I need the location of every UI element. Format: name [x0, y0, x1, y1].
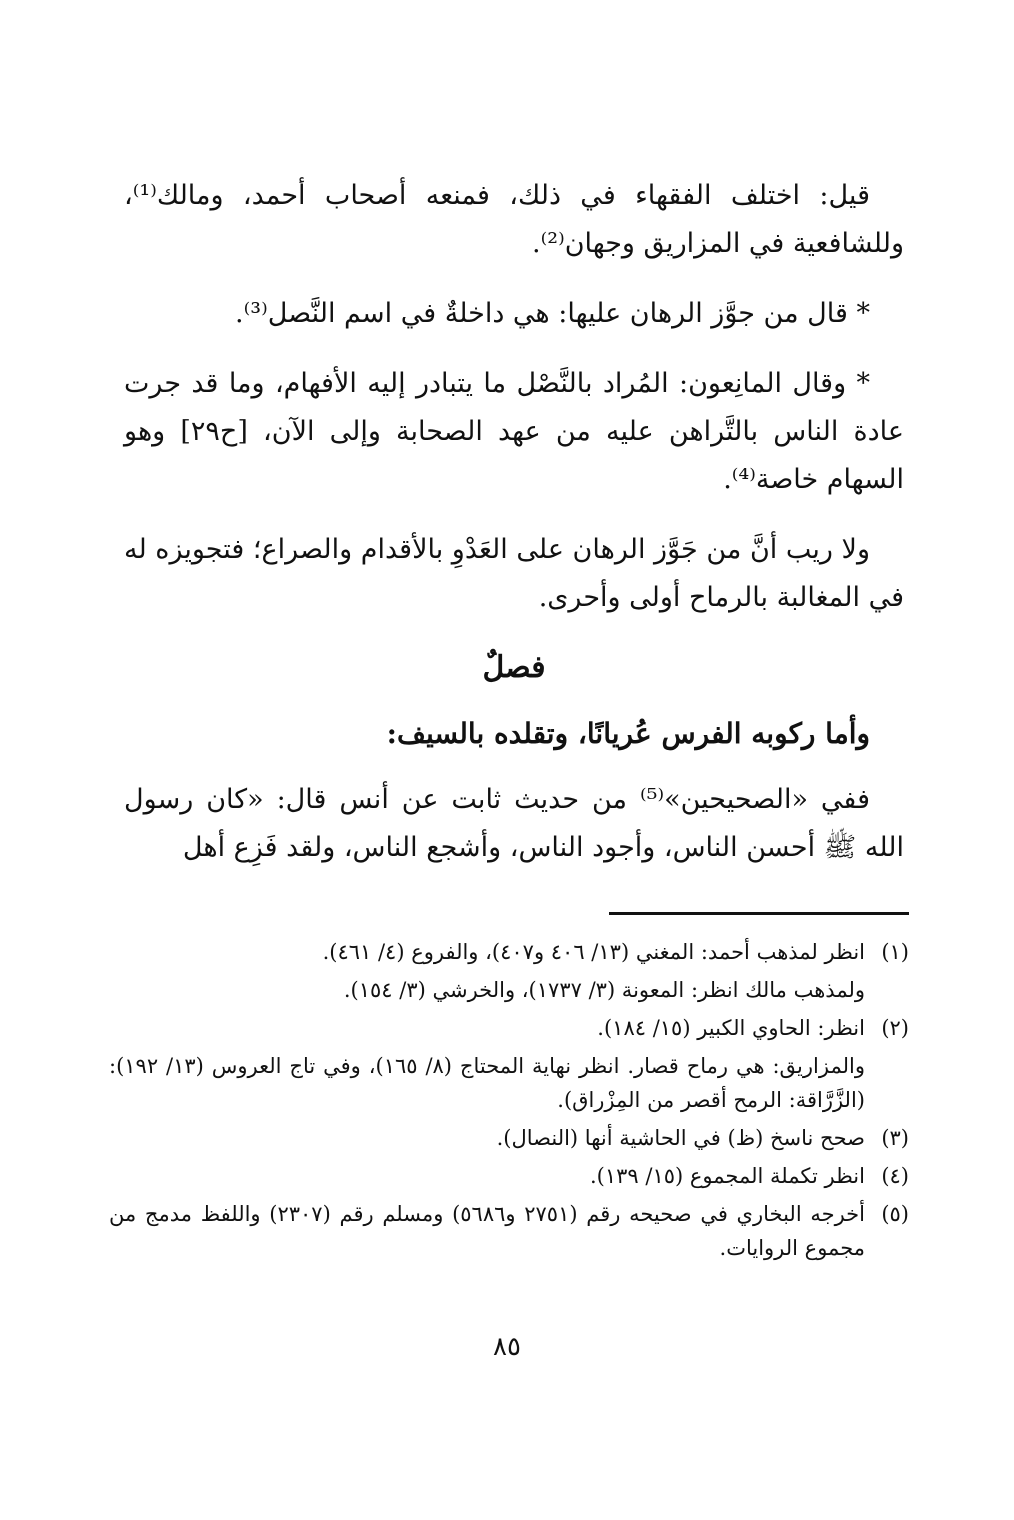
footnote-2-continuation: والمزاريق: هي رماح قصار. انظر نهاية المحتاج (٨/ ١٦٥)، وفي تاج العروس (١٣/ ١٩٢): (الزَّرَّاقة: الرمح أقصر من المِزْراق).: [109, 1054, 865, 1112]
footnote-2: [109, 1011, 909, 1045]
footnote-text: انظر تكملة المجموع (١٥/ ١٣٩).: [589, 1164, 865, 1188]
section-subheading: وأما ركوبه الفرس عُريانًا، وتقلده بالسيف:: [386, 717, 870, 750]
footnote-1-continuation: ولمذهب مالك انظر: المعونة (٣/ ١٧٣٧)، والخرشي (٣/ ١٥٤).: [343, 978, 865, 1002]
footnote-text: انظر لمذهب أحمد: المغني (١٣/ ٤٠٦ و٤٠٧)، والفروع (٤/ ٤٦١).: [322, 940, 865, 964]
footnote-3: [109, 1121, 909, 1155]
footnote-number: (٥): [881, 1202, 909, 1226]
paragraph-2: * قال من جوَّز الرهان عليها: هي داخلةٌ في اسم النَّصل⁽³⁾.: [235, 298, 870, 329]
footnote-5: [109, 1197, 909, 1265]
footnote-1: [109, 935, 909, 969]
footnote-divider: [609, 912, 909, 915]
footnote-text: انظر: الحاوي الكبير (١٥/ ١٨٤).: [597, 1016, 865, 1040]
footnote-number: (١): [881, 940, 909, 964]
footnote-text: أخرجه البخاري في صحيحه رقم (٢٧٥١ و٥٦٨٦) ومسلم رقم (٢٣٠٧) واللفظ مدمج من مجموع الروايات.: [109, 1202, 865, 1260]
footnotes: [109, 935, 909, 1269]
footnote-4: [109, 1159, 909, 1193]
footnote-number: (٤): [881, 1164, 909, 1188]
paragraph-1: قيل: اختلف الفقهاء في ذلك، فمنعه أصحاب أحمد، ومالك⁽¹⁾، وللشافعية في المزاريق وجهان⁽²⁾.: [124, 180, 904, 259]
paragraph-4: ولا ريب أنَّ من جَوَّز الرهان على العَدْوِ بالأقدام والصراع؛ فتجويزه له في المغالبة بالرماح أولى وأحرى.: [124, 534, 904, 613]
footnote-text: صحح ناسخ (ظ) في الحاشية أنها (النصال).: [496, 1126, 865, 1150]
footnote-number: (٢): [881, 1016, 909, 1040]
main-text: [124, 172, 904, 894]
section-paragraph: ففي «الصحيحين»⁽⁵⁾ من حديث ثابت عن أنس قال: «كان رسول الله ﷺ أحسن الناس، وأجود الناس، وأشجع الناس، ولقد فَزِع أهل: [124, 784, 904, 863]
footnote-number: (٣): [881, 1126, 909, 1150]
section-heading: فصلٌ: [482, 650, 546, 685]
page-number: ٨٥: [493, 1332, 521, 1362]
paragraph-3: * وقال المانِعون: المُراد بالنَّصْل ما يتبادر إليه الأفهام، وما قد جرت عادة الناس بالتَّراهن عليه من عهد الصحابة وإلى الآن، [ح٢٩] وهو السهام خاصة⁽⁴⁾.: [124, 368, 904, 495]
